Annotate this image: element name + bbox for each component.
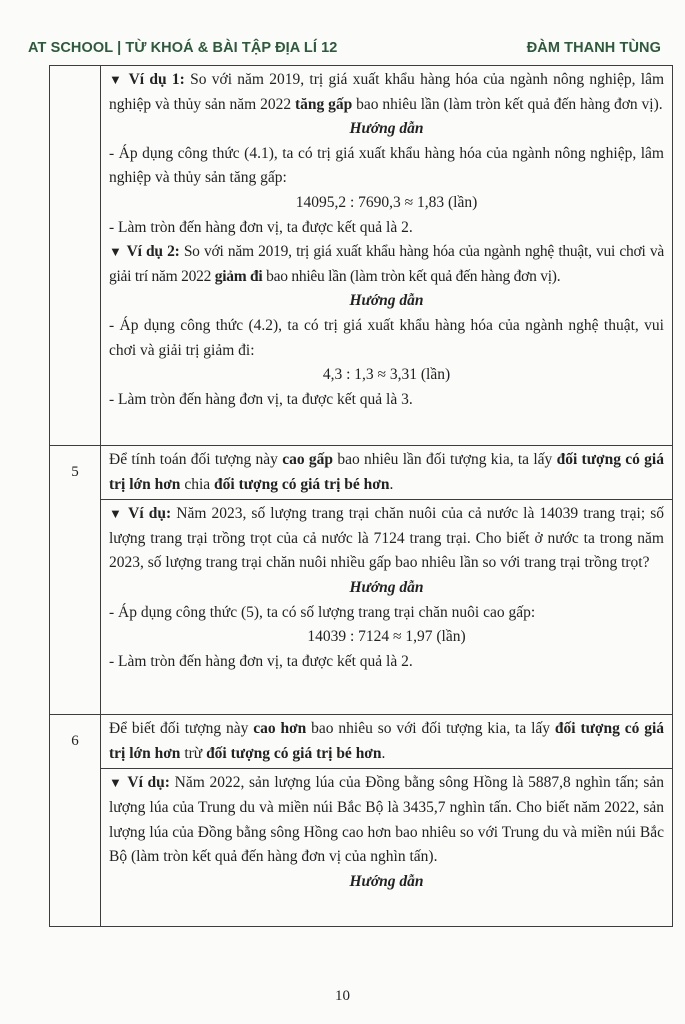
header-author: ĐÀM THANH TÙNG [526, 40, 661, 56]
formula: 4,3 : 1,3 ≈ 3,31 (lần) [322, 366, 451, 384]
guide-heading: Hướng dẫn [349, 120, 424, 138]
table-row [50, 66, 673, 446]
triangle-marker-icon: ▼ [109, 244, 123, 260]
example-label: Ví dụ: [127, 774, 170, 792]
triangle-marker-icon: ▼ [109, 775, 123, 791]
guide-step: - Làm tròn đến hàng đơn vị, ta được kết quả là 2. [109, 652, 413, 670]
keyword: giảm đi [214, 267, 263, 285]
guide-heading: Hướng dẫn [349, 872, 424, 890]
table-row [50, 500, 673, 715]
guide-step: - Áp dụng công thức (4.1), ta có trị giá xuất khẩu hàng hóa của ngành nông nghiệp, lâm nghiệp và thủy sản tăng gấp: [109, 144, 664, 187]
table-row [50, 769, 673, 927]
guide-step: - Làm tròn đến hàng đơn vị, ta được kết quả là 2. [109, 218, 413, 236]
page-number: 10 [335, 988, 350, 1004]
header-book-title: AT SCHOOL | TỪ KHOÁ & BÀI TẬP ĐỊA LÍ 12 [28, 40, 338, 56]
example-label: Ví dụ: [128, 505, 172, 523]
example-label: Ví dụ 2: [126, 243, 180, 261]
example: ▼ Ví dụ: Năm 2022, sản lượng lúa của Đồng bằng sông Hồng là 5887,8 nghìn tấn; sản lượng lúa của Trung du và miền núi Bắc Bộ là 3435,7 nghìn tấn. Cho biết năm 2022, sản lượng lúa của Đồng bằng sông Hồng cao hơn bao nhiêu so với Trung du và miền núi Bắc Bộ (làm tròn kết quả đến hàng đơn vị của nghìn tấn). [109, 774, 665, 866]
formula: 14039 : 7124 ≈ 1,97 (lần) [307, 628, 466, 646]
formula: 14095,2 : 7690,3 ≈ 1,83 (lần) [295, 193, 478, 211]
triangle-marker-icon: ▼ [109, 506, 124, 522]
examples-cell [101, 66, 673, 446]
rule-text: Để tính toán đối tượng này cao gấp bao nhiêu lần đối tượng kia, ta lấy đối tượng có giá trị lớn hơn chia đối tượng có giá trị bé hơn. [109, 451, 664, 493]
row-number-cell [50, 446, 101, 715]
example-label: Ví dụ 1: [128, 71, 185, 88]
rule-cell [101, 446, 673, 500]
table-row [50, 715, 673, 769]
triangle-marker-icon: ▼ [109, 72, 124, 87]
example-cell [101, 500, 673, 715]
guide-heading: Hướng dẫn [349, 292, 424, 310]
example: ▼ Ví dụ: Năm 2023, số lượng trang trại chăn nuôi của cả nước là 14039 trang trại; số lượng trang trại trồng trọt của cả nước là 7124 trang trại. Cho biết ở nước ta trong năm 2023, số lượng trang trại chăn nuôi nhiều gấp bao nhiêu lần so với trang trại trồng trọt? [109, 505, 665, 572]
keyword: tăng gấp [294, 95, 353, 113]
example-1: ▼ Ví dụ 1: So với năm 2019, trị giá xuất khẩu hàng hóa của ngành nông nghiệp, lâm nghiệp và thủy sản năm 2022 tăng gấp bao nhiêu lần (làm tròn kết quả đến hàng đơn vị). [109, 71, 665, 113]
page-header [28, 36, 661, 60]
row-number-cell [50, 66, 101, 446]
content-table [49, 65, 673, 927]
row-number: 6 [71, 732, 79, 749]
table-row [50, 446, 673, 500]
rule-cell [101, 715, 673, 769]
rule-text: Để biết đối tượng này cao hơn bao nhiêu so với đối tượng kia, ta lấy đối tượng có giá trị lớn hơn trừ đối tượng có giá trị bé hơn. [109, 720, 665, 762]
row-number: 5 [71, 463, 79, 480]
example-cell [101, 769, 673, 927]
guide-step: - Làm tròn đến hàng đơn vị, ta được kết quả là 3. [109, 390, 413, 408]
guide-heading: Hướng dẫn [349, 578, 424, 596]
example-2: ▼ Ví dụ 2: So với năm 2019, trị giá xuất khẩu hàng hóa của ngành nghệ thuật, vui chơi và giải trí năm 2022 giảm đi bao nhiêu lần (làm tròn kết quả đến hàng đơn vị). [109, 243, 664, 285]
guide-step: - Áp dụng công thức (5), ta có số lượng trang trại chăn nuôi cao gấp: [109, 603, 536, 621]
row-number-cell [50, 715, 101, 927]
guide-step: - Áp dụng công thức (4.2), ta có trị giá xuất khẩu hàng hóa của ngành nghệ thuật, vui chơi và giải trị giảm đi: [109, 316, 664, 359]
